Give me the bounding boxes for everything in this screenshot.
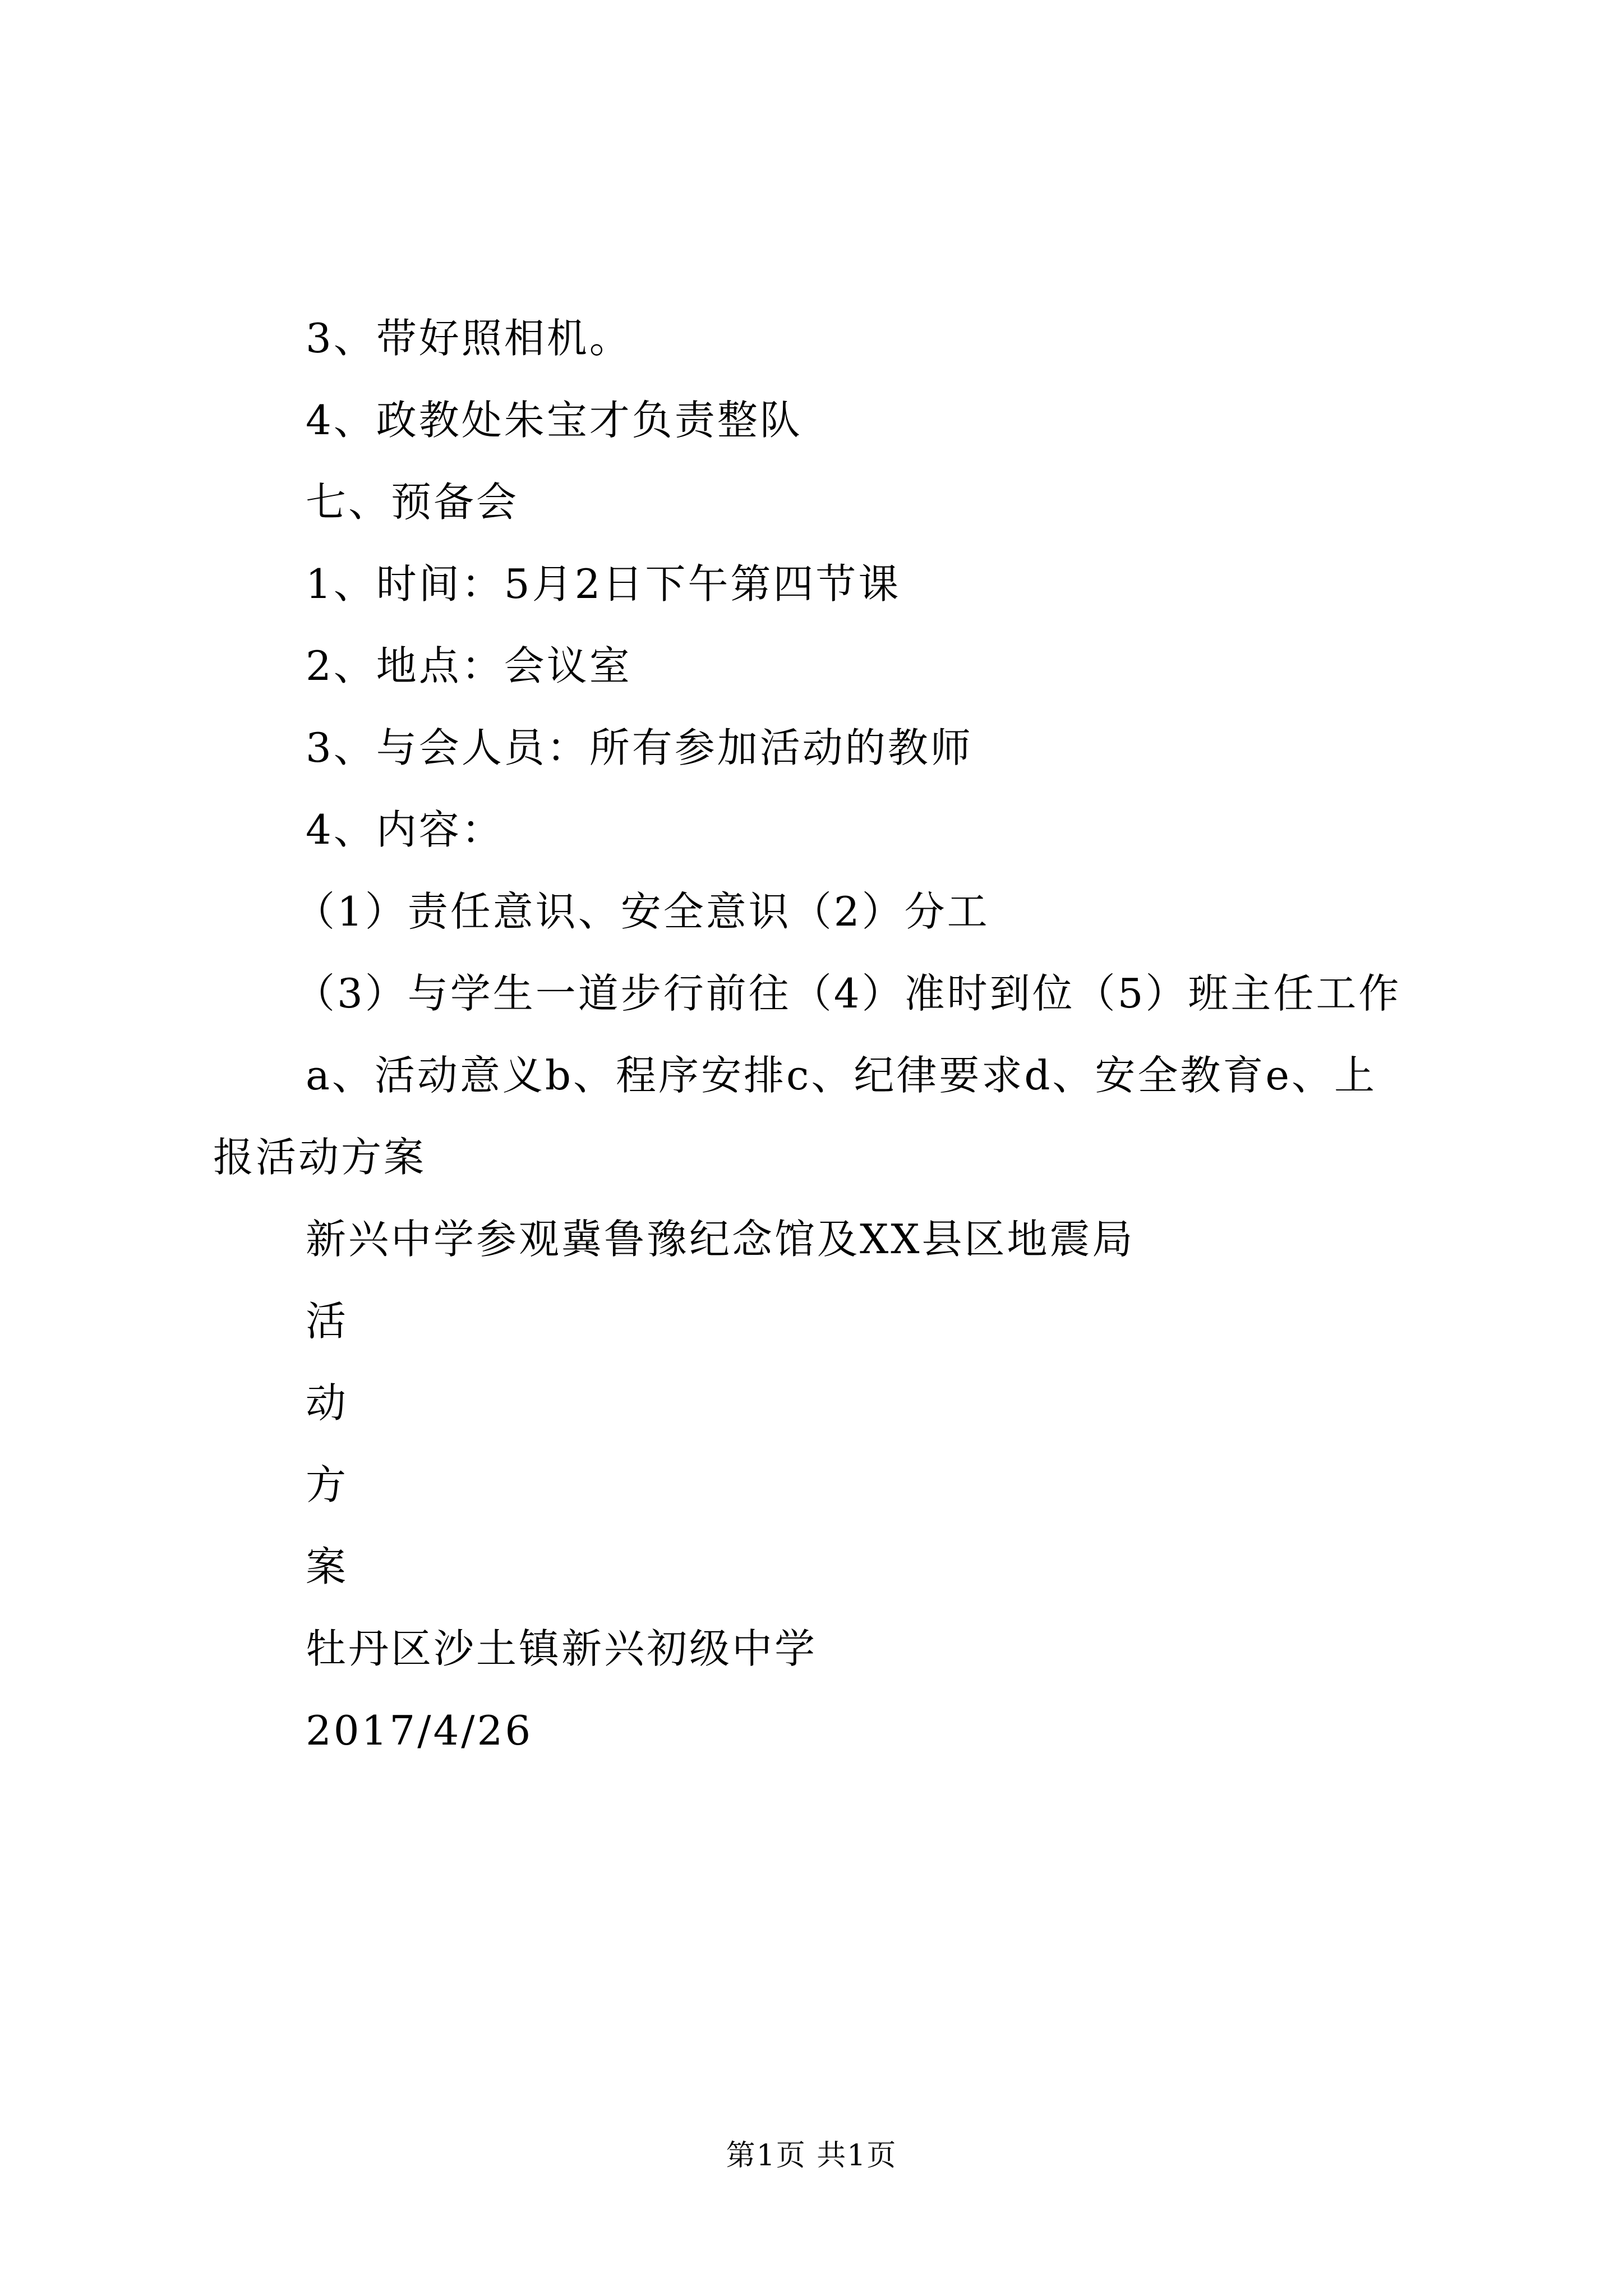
content-item-awareness: （1）责任意识、安全意识（2）分工 [294, 888, 990, 935]
cover-char-1: 活 [306, 1297, 349, 1345]
list-item-location: 2、地点：会议室 [306, 642, 632, 689]
document-date: 2017/4/26 [306, 1707, 533, 1754]
agenda-tail: 报活动方案 [213, 1134, 427, 1181]
document-body [213, 297, 1433, 1772]
content-item-agenda [213, 1034, 1433, 1198]
cover-char-2: 动 [306, 1379, 349, 1427]
list-item-content: 4、内容： [306, 806, 504, 853]
cover-char-3: 方 [306, 1461, 349, 1508]
section-heading-prep-meeting: 七、预备会 [306, 478, 519, 526]
list-item-time: 1、时间：5月2日下午第四节课 [306, 560, 901, 608]
list-item-assembly: 4、政教处朱宝才负责整队 [306, 397, 803, 444]
cover-char-4: 案 [306, 1543, 349, 1590]
agenda-head: a、活动意义b、程序安排c、纪律要求d、安全教育e、上 [306, 1052, 1377, 1099]
list-item-attendees: 3、与会人员：所有参加活动的教师 [306, 724, 973, 771]
list-item-camera: 3、带好照相机。 [306, 315, 632, 362]
content-item-walk: （3）与学生一道步行前往（4）准时到位（5）班主任工作 [294, 970, 1401, 1017]
school-name: 牡丹区沙土镇新兴初级中学 [306, 1625, 818, 1672]
page-footer: 第1页 共1页 [726, 2139, 897, 2173]
cover-title: 新兴中学参观冀鲁豫纪念馆及XX县区地震局 [306, 1216, 1135, 1263]
